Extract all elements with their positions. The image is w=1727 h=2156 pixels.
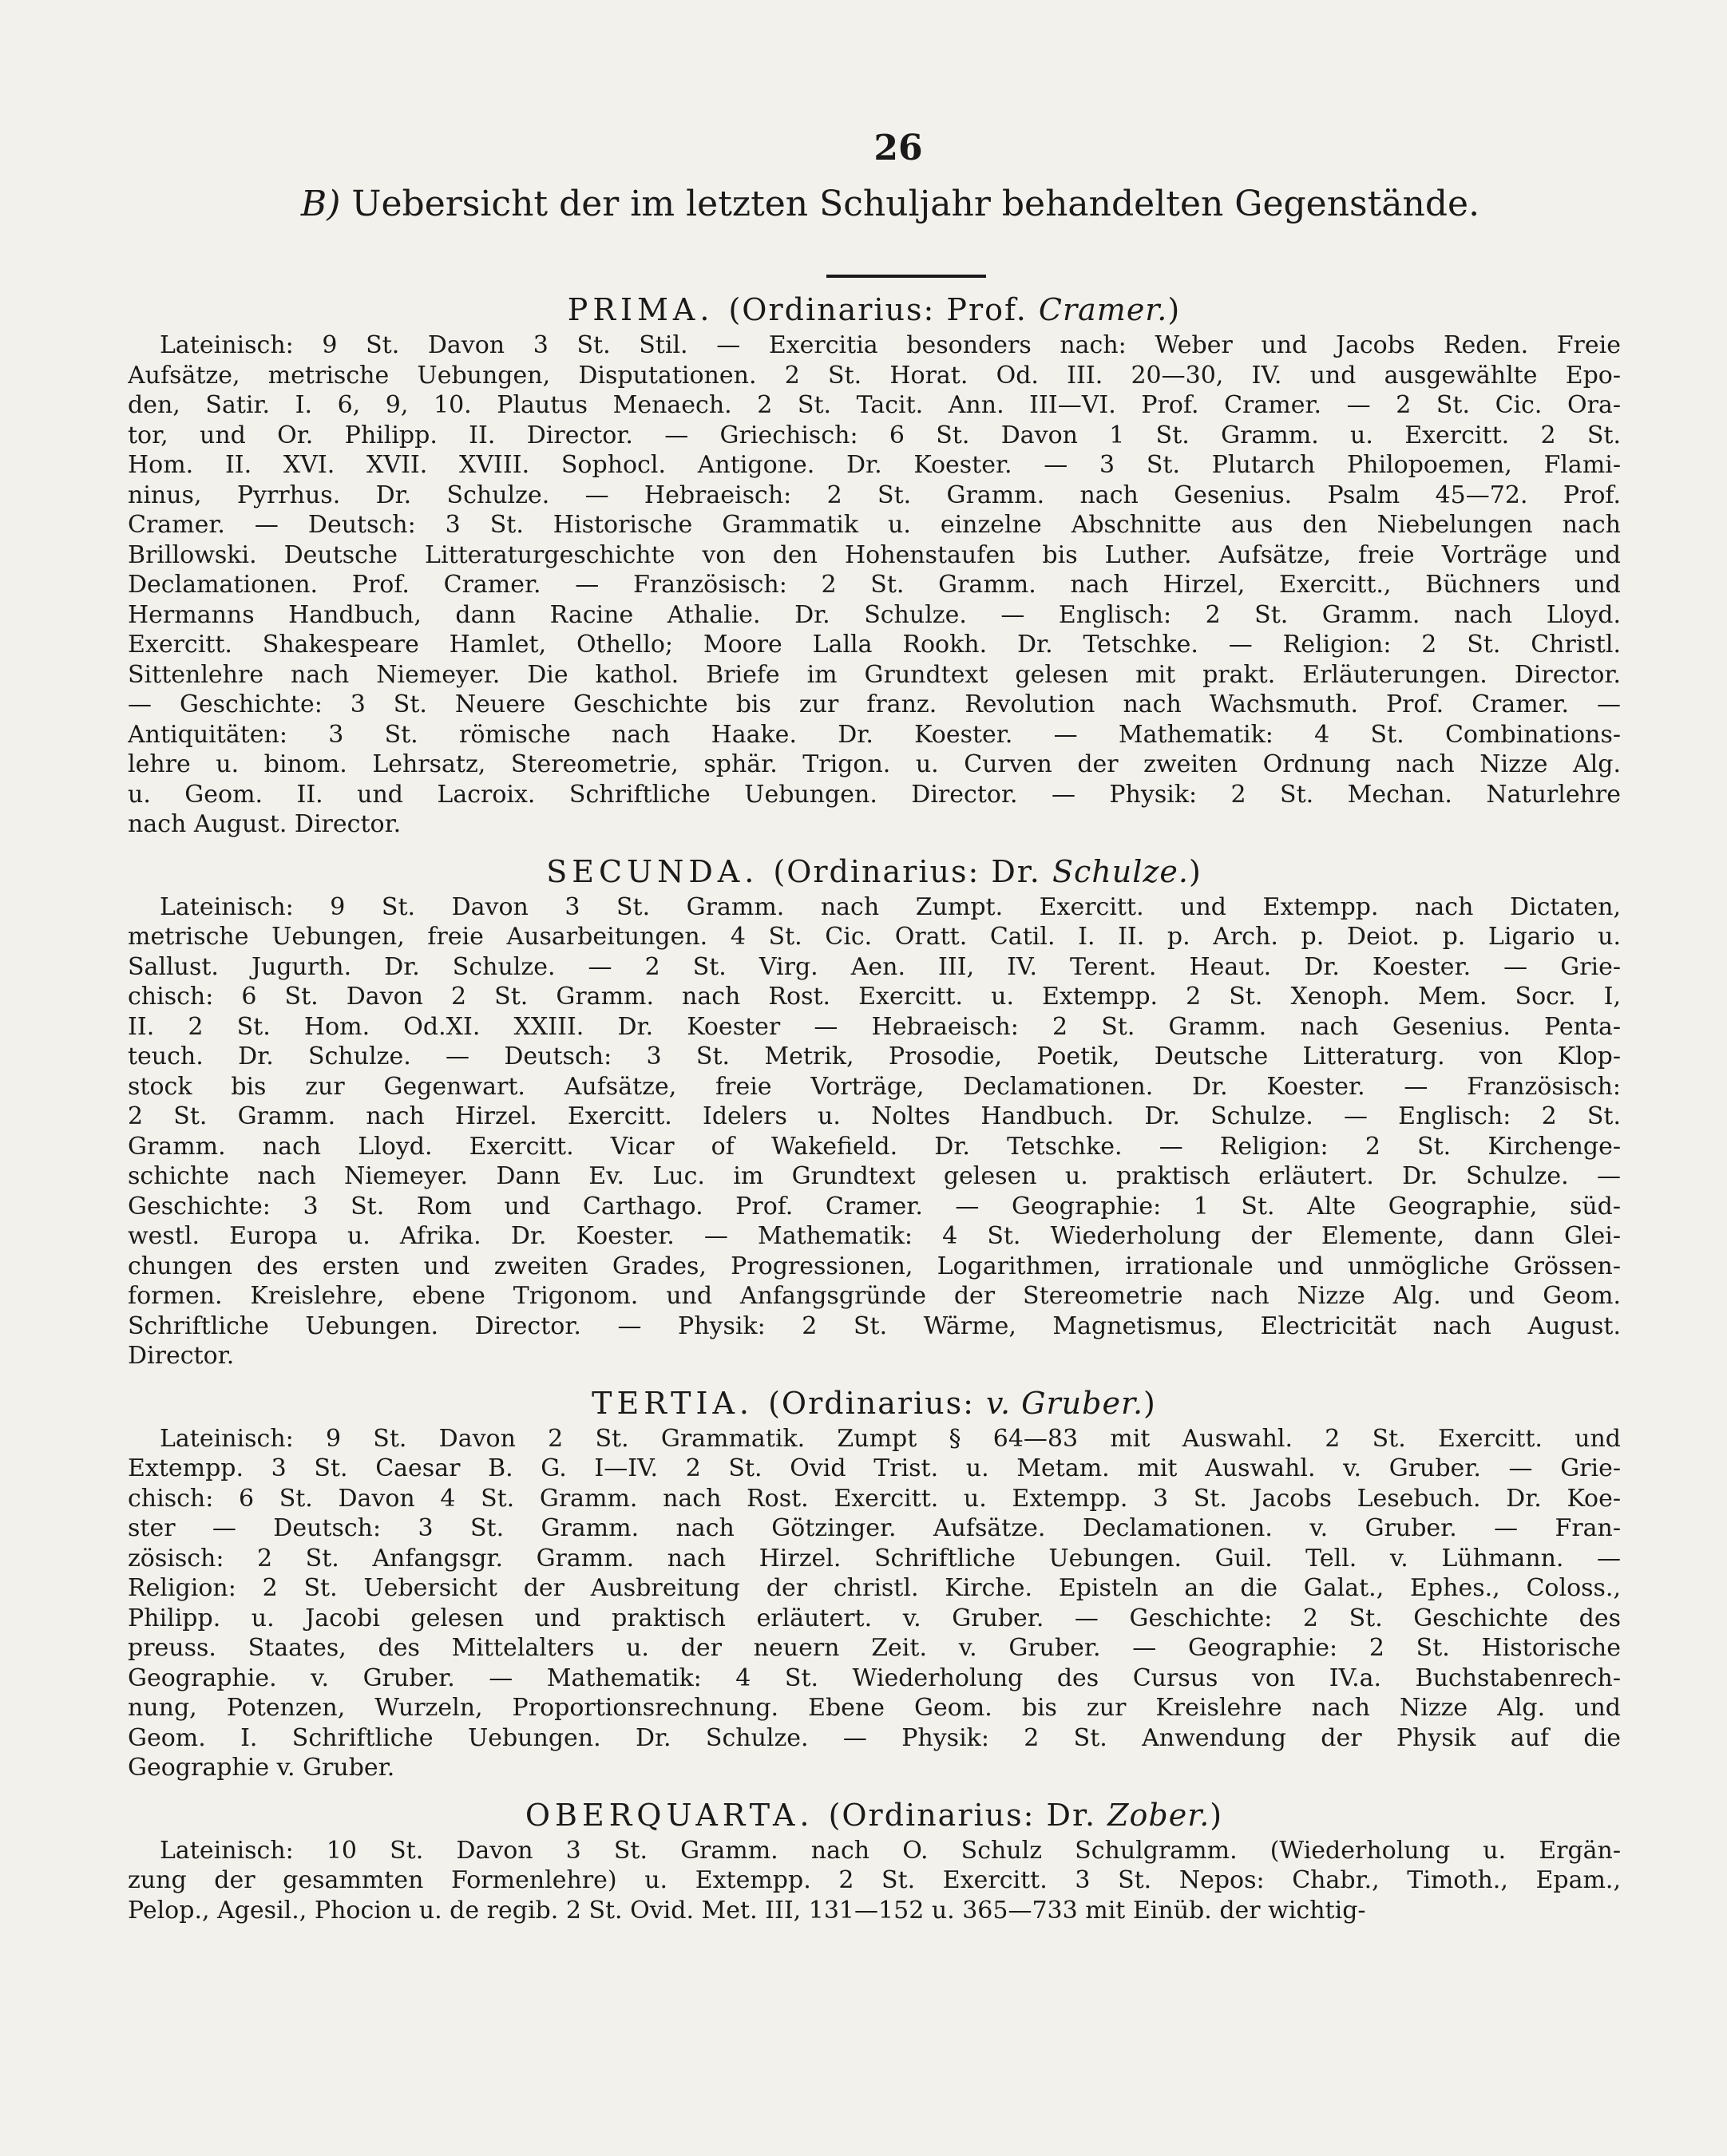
text-line: II. 2 St. Hom. Od.XI. XXIII. Dr. Koester — Hebraeisch: 2 St. Gramm. nach Gesenius. Penta- xyxy=(128,1012,1621,1041)
text-line: Cramer. — Deutsch: 3 St. Historische Grammatik u. einzelne Abschnitte aus den Niebelungen nach xyxy=(128,511,1621,539)
text-line: ster — Deutsch: 3 St. Gramm. nach Götzinger. Aufsätze. Declamationen. v. Gruber. — Fran- xyxy=(128,1514,1621,1542)
section-ordinarius-name: Zober. xyxy=(1107,1797,1210,1833)
text-line: Hermanns Handbuch, dann Racine Athalie. Dr. Schulze. — Englisch: 2 St. Gramm. nach Lloyd. xyxy=(128,600,1621,629)
heading-text: Uebersicht der im letzten Schuljahr behandelten Gegenstände. xyxy=(351,184,1480,224)
text-line: nach August. Director. xyxy=(128,810,402,838)
text-line: Lateinisch: 9 St. Davon 2 St. Grammatik. Zumpt § 64—83 mit Auswahl. 2 St. Exercitt. und xyxy=(160,1424,1621,1453)
text-line: ninus, Pyrrhus. Dr. Schulze. — Hebraeisch: 2 St. Gramm. nach Gesenius. Psalm 45—72. Prof. xyxy=(128,481,1621,509)
text-line: — Geschichte: 3 St. Neuere Geschichte bis zur franz. Revolution nach Wachsmuth. Prof. Cramer. — xyxy=(128,690,1621,718)
text-line: Sittenlehre nach Niemeyer. Die kathol. Briefe im Grundtext gelesen mit prakt. Erläuterungen. Director. xyxy=(128,660,1621,689)
text-line: u. Geom. II. und Lacroix. Schriftliche Uebungen. Director. — Physik: 2 St. Mechan. Naturlehre xyxy=(128,780,1621,809)
section-ordinarius-name: v. Gruber. xyxy=(986,1385,1144,1421)
text-line: Pelop., Agesil., Phocion u. de regib. 2 St. Ovid. Met. III, 131—152 u. 365—733 mit Einüb. der wichtig- xyxy=(128,1896,1366,1925)
text-line: den, Satir. I. 6, 9, 10. Plautus Menaech. 2 St. Tacit. Ann. III—VI. Prof. Cramer. — 2 St. Cic. Ora- xyxy=(128,391,1621,419)
section-title-word: PRIMA. xyxy=(567,292,729,327)
text-line: Extempp. 3 St. Caesar B. G. I—IV. 2 St. Ovid Trist. u. Metam. mit Auswahl. v. Gruber. — Grie- xyxy=(128,1454,1621,1482)
section-title xyxy=(128,1383,1621,1424)
heading-prefix: B) xyxy=(300,184,341,224)
text-line: Aufsätze, metrische Uebungen, Disputationen. 2 St. Horat. Od. III. 20—30, IV. und ausgewählte Epo- xyxy=(128,361,1621,390)
text-line: chisch: 6 St. Davon 2 St. Gramm. nach Rost. Exercitt. u. Extempp. 2 St. Xenoph. Mem. Socr. I, xyxy=(128,983,1621,1011)
page-number: 26 xyxy=(873,128,923,168)
section-ordinarius-name: Schulze. xyxy=(1052,853,1189,889)
section-body xyxy=(128,1836,1621,1926)
text-line: zung der gesammten Formenlehre) u. Extempp. 2 St. Exercitt. 3 St. Nepos: Chabr., Timoth., Epam., xyxy=(128,1866,1621,1894)
document-page xyxy=(128,128,1621,1925)
section-ordinarius: (Ordinarius: xyxy=(768,1385,987,1421)
text-line: Exercitt. Shakespeare Hamlet, Othello; Moore Lalla Rookh. Dr. Tetschke. — Religion: 2 St. Christl. xyxy=(128,631,1621,659)
sections-container xyxy=(128,289,1621,1925)
text-line: Geschichte: 3 St. Rom und Carthago. Prof. Cramer. — Geographie: 1 St. Alte Geographie, süd- xyxy=(128,1192,1621,1220)
text-line: chisch: 6 St. Davon 4 St. Gramm. nach Rost. Exercitt. u. Extempp. 3 St. Jacobs Lesebuch. Dr. Koe- xyxy=(128,1484,1621,1513)
section-title-word: OBERQUARTA. xyxy=(525,1797,829,1833)
section-title xyxy=(128,289,1621,330)
text-line: formen. Kreislehre, ebene Trigonom. und Anfangsgründe der Stereometrie nach Nizze Alg. und Geom. xyxy=(128,1282,1621,1310)
text-line: Geographie. v. Gruber. — Mathematik: 4 St. Wiederholung des Cursus von IV.a. Buchstabenrech- xyxy=(128,1663,1621,1692)
section-ordinarius: (Ordinarius: Dr. xyxy=(828,1797,1108,1833)
section-title-close: ) xyxy=(1143,1385,1157,1421)
text-line: Philipp. u. Jacobi gelesen und praktisch erläutert. v. Gruber. — Geschichte: 2 St. Geschichte des xyxy=(128,1604,1621,1632)
section-title-close: ) xyxy=(1167,292,1182,327)
section-ordinarius: (Ordinarius: Prof. xyxy=(728,292,1039,327)
text-line: schichte nach Niemeyer. Dann Ev. Luc. im Grundtext gelesen u. praktisch erläutert. Dr. Schulze. — xyxy=(128,1162,1621,1190)
text-line: Declamationen. Prof. Cramer. — Französisch: 2 St. Gramm. nach Hirzel, Exercitt., Büchners und xyxy=(128,571,1621,599)
text-line: preuss. Staates, des Mittelalters u. der neuern Zeit. v. Gruber. — Geographie: 2 St. Historische xyxy=(128,1634,1621,1662)
text-line: metrische Uebungen, freie Ausarbeitungen. 4 St. Cic. Oratt. Catil. I. II. p. Arch. p. Deiot. p. Ligario u. xyxy=(128,923,1621,951)
heading-rule xyxy=(826,275,986,278)
section-title xyxy=(128,1794,1621,1836)
text-line: nung, Potenzen, Wurzeln, Proportionsrechnung. Ebene Geom. bis zur Kreislehre nach Nizze Alg. und xyxy=(128,1694,1621,1722)
text-line: Geom. I. Schriftliche Uebungen. Dr. Schulze. — Physik: 2 St. Anwendung der Physik auf die xyxy=(128,1723,1621,1752)
section-body xyxy=(128,892,1621,1371)
section-body xyxy=(128,1424,1621,1783)
text-line: westl. Europa u. Afrika. Dr. Koester. — Mathematik: 4 St. Wiederholung der Elemente, dann Glei- xyxy=(128,1222,1621,1250)
text-line: lehre u. binom. Lehrsatz, Stereometrie, sphär. Trigon. u. Curven der zweiten Ordnung nach Nizze Alg. xyxy=(128,750,1621,778)
text-line: stock bis zur Gegenwart. Aufsätze, freie Vorträge, Declamationen. Dr. Koester. — Französisch: xyxy=(128,1072,1621,1101)
section-title-word: SECUNDA. xyxy=(546,853,774,889)
section-ordinarius-name: Cramer. xyxy=(1038,292,1168,327)
text-line: Antiquitäten: 3 St. römische nach Haake. Dr. Koester. — Mathematik: 4 St. Combinations- xyxy=(128,720,1621,749)
text-line: Schriftliche Uebungen. Director. — Physik: 2 St. Wärme, Magnetismus, Electricität nach August. xyxy=(128,1311,1621,1340)
text-line: Religion: 2 St. Uebersicht der Ausbreitung der christl. Kirche. Episteln an die Galat., Ephes., Coloss., xyxy=(128,1574,1621,1602)
section-title-close: ) xyxy=(1188,853,1202,889)
text-line: Director. xyxy=(128,1342,235,1370)
text-line: Geographie v. Gruber. xyxy=(128,1754,395,1782)
section-body xyxy=(128,330,1621,840)
text-line: Lateinisch: 10 St. Davon 3 St. Gramm. nach O. Schulz Schulgramm. (Wiederholung u. Ergän- xyxy=(160,1836,1621,1865)
text-line: Brillowski. Deutsche Litteraturgeschichte von den Hohenstaufen bis Luther. Aufsätze, freie Vorträge und xyxy=(128,540,1621,569)
text-line: Gramm. nach Lloyd. Exercitt. Vicar of Wakefield. Dr. Tetschke. — Religion: 2 St. Kirchenge- xyxy=(128,1132,1621,1161)
section-title-close: ) xyxy=(1210,1797,1224,1833)
text-line: teuch. Dr. Schulze. — Deutsch: 3 St. Metrik, Prosodie, Poetik, Deutsche Litteraturg. von Klop- xyxy=(128,1042,1621,1070)
text-line: Lateinisch: 9 St. Davon 3 St. Gramm. nach Zumpt. Exercitt. und Extempp. nach Dictaten, xyxy=(160,892,1621,921)
text-line: tor, und Or. Philipp. II. Director. — Griechisch: 6 St. Davon 1 St. Gramm. u. Exercitt. 2 St. xyxy=(128,421,1621,449)
page-heading xyxy=(160,184,1621,233)
text-line: 2 St. Gramm. nach Hirzel. Exercitt. Idelers u. Noltes Handbuch. Dr. Schulze. — Englisch: 2 St. xyxy=(128,1102,1621,1130)
text-line: zösisch: 2 St. Anfangsgr. Gramm. nach Hirzel. Schriftliche Uebungen. Guil. Tell. v. Lühmann. — xyxy=(128,1544,1621,1572)
section-ordinarius: (Ordinarius: Dr. xyxy=(773,853,1052,889)
text-line: Lateinisch: 9 St. Davon 3 St. Stil. — Exercitia besonders nach: Weber und Jacobs Reden. Freie xyxy=(160,331,1621,359)
text-line: Sallust. Jugurth. Dr. Schulze. — 2 St. Virg. Aen. III, IV. Terent. Heaut. Dr. Koester. — Grie- xyxy=(128,952,1621,981)
section-title-word: TERTIA. xyxy=(592,1385,769,1421)
text-line: chungen des ersten und zweiten Grades, Progressionen, Logarithmen, irrationale und unmögliche Grössen- xyxy=(128,1252,1621,1280)
text-line: Hom. II. XVI. XVII. XVIII. Sophocl. Antigone. Dr. Koester. — 3 St. Plutarch Philopoemen, Flami- xyxy=(128,451,1621,479)
section-title xyxy=(128,851,1621,892)
